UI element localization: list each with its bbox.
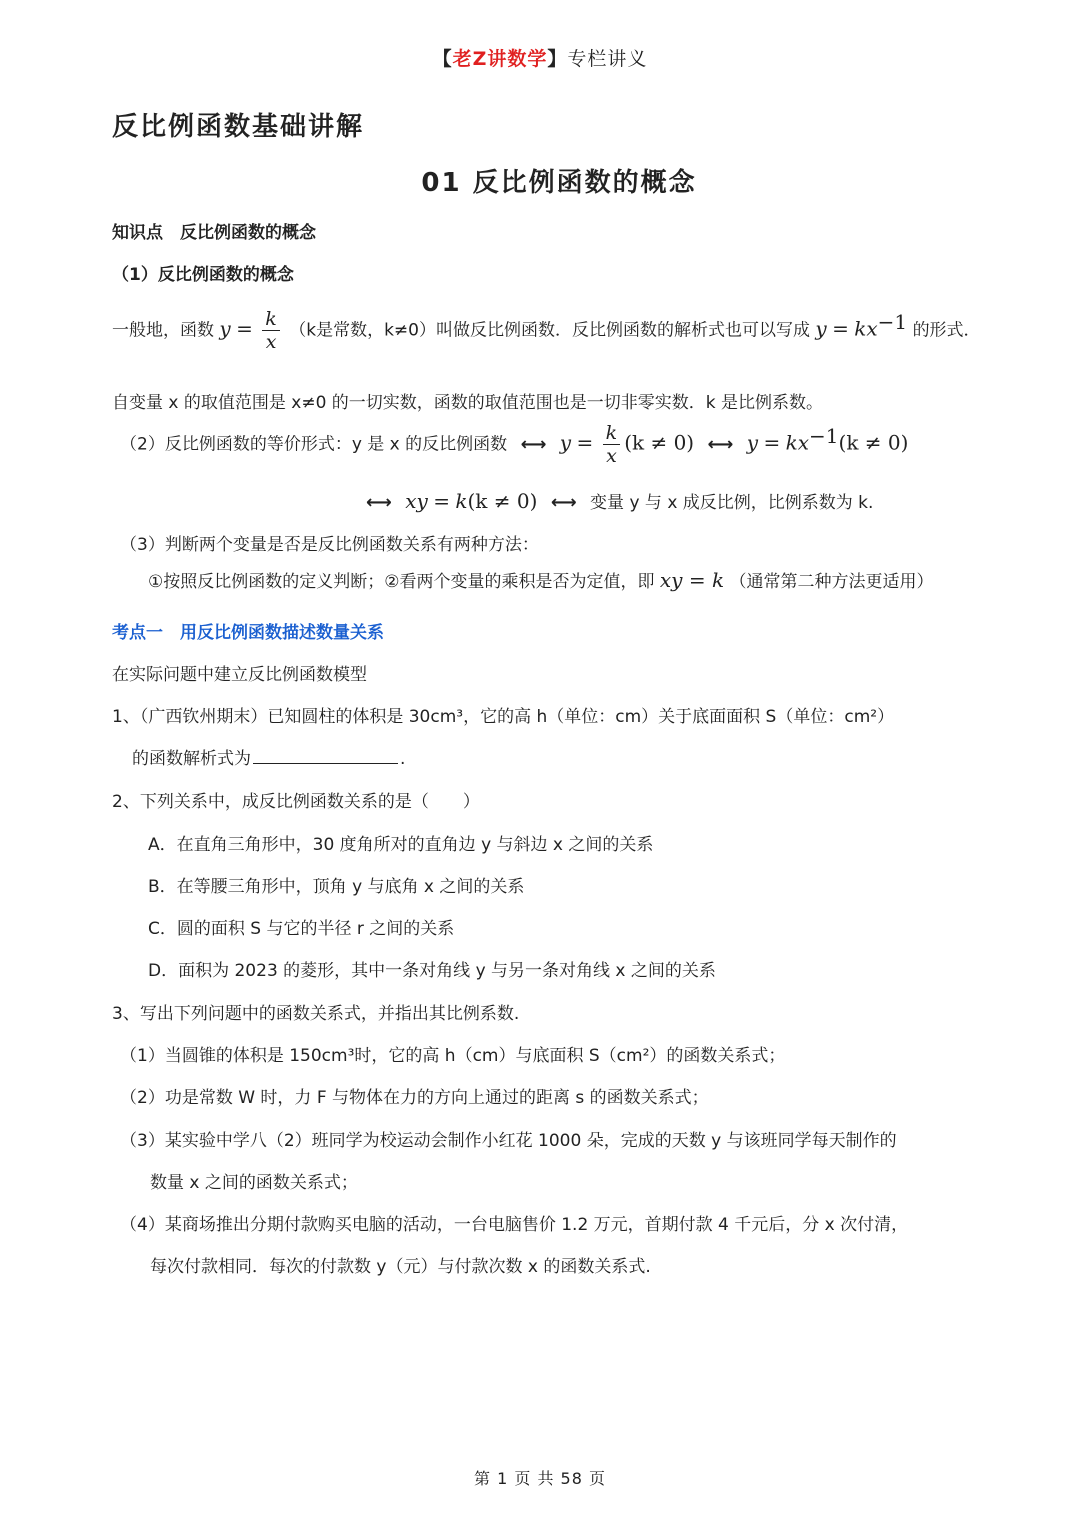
question-3-item-1: （1）当圆锥的体积是 150cm³时，它的高 h（cm）与底面积 S（cm²）的函数关系式； [120, 1046, 786, 1066]
fraction-denominator: x [265, 331, 277, 353]
math-k: k [455, 489, 468, 513]
question-1-line-1: 1、（广西钦州期末）已知圆柱的体积是 30cm³，它的高 h（单位：cm）关于底面面积 S（单位：cm²） [112, 707, 895, 727]
question-1-post: . [400, 749, 406, 769]
math-exp-2: −1 [809, 423, 839, 448]
section-title: 01 反比例函数的概念 [421, 168, 697, 198]
option-b: B．在等腰三角形中，顶角 y 与底角 x 之间的关系 [148, 877, 525, 897]
double-arrow-icon: ⟷ [366, 492, 392, 513]
double-arrow-icon: ⟷ [550, 492, 577, 513]
math-kx-2: kx [785, 430, 810, 455]
math-eq-4: = [763, 430, 781, 455]
methods-post: （通常第二种方法更适用） [729, 572, 934, 592]
equivalent-pre: （2）反比例函数的等价形式：y 是 x 的反比例函数 [120, 434, 508, 455]
page-footer: 第 1 页 共 58 页 [474, 1469, 606, 1488]
domain-line: 自变量 x 的取值范围是 x≠0 的一切实数，函数的取值范围也是一切非零实数．k 是比例系数。 [112, 393, 824, 413]
definition-line [112, 308, 981, 353]
fraction-numerator: k [262, 308, 280, 331]
question-3-item-3-cont: 数量 x 之间的函数关系式； [150, 1173, 358, 1193]
double-arrow-icon: ⟷ [520, 433, 547, 455]
math-eq-5: = [433, 489, 450, 513]
equivalent-forms-line [120, 422, 908, 467]
math-y-2: y [815, 316, 827, 341]
option-d: D．面积为 2023 的菱形，其中一条对角线 y 与另一条对角线 x 之间的关系 [148, 961, 716, 981]
math-eq-3: = [576, 430, 594, 455]
fraction-denominator-2: x [606, 445, 617, 467]
fraction-numerator-2: k [603, 422, 621, 445]
header-bracket-close: 】 [547, 48, 568, 70]
question-1-pre: 的函数解析式为 [132, 749, 251, 769]
equivalent-forms-line-2 [358, 488, 873, 513]
judge-methods-heading: （3）判断两个变量是否是反比例函数关系有两种方法： [120, 535, 539, 555]
question-3-item-2: （2）功是常数 W 时，力 F 与物体在力的方向上通过的距离 s 的函数关系式； [120, 1088, 709, 1108]
definition-post: 的形式． [912, 320, 981, 341]
math-y-3: y [559, 430, 572, 455]
option-a: A．在直角三角形中，30 度角所对的直角边 y 与斜边 x 之间的关系 [148, 835, 654, 855]
option-c: C．圆的面积 S 与它的半径 r 之间的关系 [148, 919, 455, 939]
condition-k-nonzero-3: (k ≠ 0) [467, 489, 538, 513]
header-brand: 老Z讲数学 [452, 48, 548, 70]
question-3-stem: 3、写出下列问题中的函数关系式，并指出其比例系数. [112, 1004, 520, 1024]
double-arrow-icon: ⟷ [707, 433, 734, 455]
condition-k-nonzero-2: (k ≠ 0) [838, 430, 909, 455]
equivalent-post: 变量 y 与 x 成反比例，比例系数为 k. [590, 493, 874, 513]
question-3-item-4-cont: 每次付款相同．每次的付款数 y（元）与付款次数 x 的函数关系式. [150, 1257, 651, 1277]
kaodian-heading: 考点一 用反比例函数描述数量关系 [112, 623, 384, 643]
judge-methods-line [148, 567, 933, 592]
math-eq-2: = [832, 316, 849, 341]
definition-mid: （k是常数，k≠0）叫做反比例函数．反比例函数的解析式也可以写成 [289, 320, 810, 341]
fraction-k-over-x [262, 308, 280, 353]
definition-pre: 一般地，函数 [112, 320, 214, 341]
page-header [0, 44, 1080, 71]
math-eq: = [236, 316, 253, 341]
knowledge-sub1: （1）反比例函数的概念 [112, 265, 294, 285]
question-2-stem: 2、下列关系中，成反比例函数关系的是（ ） [112, 792, 480, 812]
knowledge-heading: 知识点 反比例函数的概念 [112, 223, 316, 243]
math-xy-equals-k: xy = k [659, 568, 725, 592]
math-xy: xy [405, 489, 428, 513]
page-title: 反比例函数基础讲解 [112, 112, 365, 142]
answer-blank[interactable] [253, 749, 398, 764]
math-kx: kx [854, 316, 878, 341]
header-suffix: 专栏讲义 [567, 48, 648, 70]
kaodian-intro: 在实际问题中建立反比例函数模型 [112, 665, 367, 685]
question-1-line-2 [132, 744, 405, 769]
question-3-item-3: （3）某实验中学八（2）班同学为校运动会制作小红花 1000 朵，完成的天数 y 与该班同学每天制作的 [120, 1131, 897, 1151]
math-y-4: y [746, 430, 759, 455]
math-exp: −1 [877, 309, 908, 334]
question-3-item-4: （4）某商场推出分期付款购买电脑的活动，一台电脑售价 1.2 万元，首期付款 4 千元后，分 x 次付清， [120, 1215, 909, 1235]
condition-k-nonzero: (k ≠ 0) [624, 430, 695, 455]
fraction-k-over-x-2 [603, 422, 621, 467]
header-bracket-open: 【 [432, 48, 453, 70]
methods-pre: ①按照反比例函数的定义判断；②看两个变量的乘积是否为定值，即 [148, 572, 655, 592]
math-y: y [219, 316, 231, 341]
